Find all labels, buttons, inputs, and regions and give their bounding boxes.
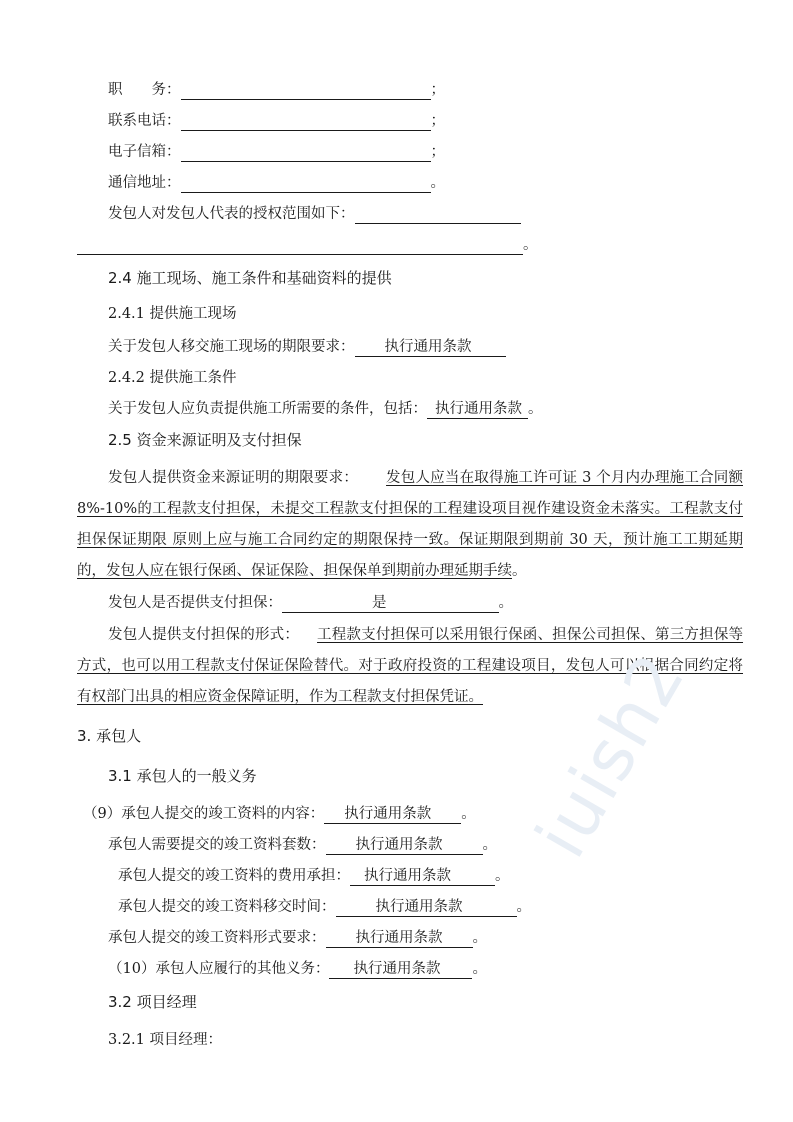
watermark: iuish2 [520,638,702,871]
item9-value[interactable]: 执行通用条款 [324,805,461,824]
time-row: 承包人提交的竣工资料移交时间： 执行通用条款 。 [118,899,531,915]
format-value[interactable]: 执行通用条款 [326,929,473,948]
auth-scope-blank-2[interactable] [77,236,523,255]
section-2-5-heading: 2.5 资金来源证明及支付担保 [108,431,302,449]
guarantee-form-value[interactable]: 工程款支付担保可以采用银行保函、担保公司担保、第三方担保等方式，也可以用工程款支付保证保险替代。对于政府投资的工程建设项目，发包人可以根据合同约定将有权部门出具的相应资金保障证明，作为工程款支付担保凭证。 [77,627,744,705]
email-row: 电子信箱： ； [108,144,445,160]
guarantee-form-paragraph: 发包人提供支付担保的形式： 工程款支付担保可以采用银行保函、担保公司担保、第三方担保等方式，也可以用工程款支付保证保险替代。对于政府投资的工程建设项目，发包人可以根据合同约定将有权部门出具的相应资金保障证明，作为工程款支付担保凭证。 [77,627,744,705]
section-2-4-1-heading: 2.4.1 提供施工现场 [108,306,237,322]
section-3-1-heading: 3.1 承包人的一般义务 [108,767,257,785]
item10-value[interactable]: 执行通用条款 [329,960,472,979]
site-deadline-row: 关于发包人移交施工现场的期限要求： 执行通用条款 [108,337,506,357]
phone-blank[interactable] [181,112,431,131]
item9-row: （9）承包人提交的竣工资料的内容： 执行通用条款 。 [83,806,476,822]
section-2-4-2-heading: 2.4.2 提供施工条件 [108,370,237,386]
phone-row: 联系电话： ； [108,113,445,129]
position-row: 职 务： ； [108,82,445,98]
site-deadline-value[interactable]: 执行通用条款 [355,338,506,357]
position-label: 职 务： [108,82,181,98]
item10-row: （10）承包人应履行的其他义务： 执行通用条款 。 [108,961,487,977]
section-3-heading: 3. 承包人 [77,727,142,745]
guarantee-value[interactable]: 是 [282,594,499,613]
fund-proof-paragraph: 发包人提供资金来源证明的期限要求： 发包人应当在取得施工许可证 3 个月内办理施工合同额 8%-10%的工程款支付担保，未提交工程款支付担保的工程建设项目视作建设资金未落实。工程款支付担保保证期限 原则上应与施工合同约定的期限保持一致。保证期限到期前 30 天，预计施工工期延期的，发包人应在银行保函、保证保险、担保保单到期前办理延期手续。 [77,470,743,579]
sets-value[interactable]: 执行通用条款 [326,836,483,855]
conditions-row: 关于发包人应负责提供施工所需要的条件，包括： 执行通用条款 。 [108,401,543,417]
auth-scope-label: 发包人对发包人代表的授权范围如下： [108,206,355,222]
format-row: 承包人提交的竣工资料形式要求： 执行通用条款 。 [108,930,487,946]
email-blank[interactable] [181,143,431,162]
address-blank[interactable] [181,174,431,193]
email-label: 电子信箱： [108,144,181,160]
cost-value[interactable]: 执行通用条款 [350,867,495,886]
auth-scope-row [108,204,521,224]
sets-row: 承包人需要提交的竣工资料套数： 执行通用条款 。 [108,837,497,853]
address-row: 通信地址： 。 [108,175,445,191]
fund-proof-value[interactable]: 发包人应当在取得施工许可证 3 个月内办理施工合同额 8%-10%的工程款支付担保，未提交工程款支付担保的工程建设项目视作建设资金未落实。工程款支付担保保证期限 原则上应与施工合同约定的期限保持一致。保证期限到期前 30 天，预计施工工期延期的，发包人应在银行保函、保证保险、担保保单到期前办理延期手续 [77,470,743,579]
conditions-value[interactable]: 执行通用条款 [427,400,528,419]
section-3-2-heading: 3.2 项目经理 [108,993,197,1011]
section-3-2-1-heading: 3.2.1 项目经理： [108,1032,223,1048]
auth-scope-blank[interactable] [355,205,521,224]
cost-row: 承包人提交的竣工资料的费用承担： 执行通用条款 。 [118,868,510,884]
guarantee-row: 发包人是否提供支付担保： 是 。 [108,595,513,611]
section-2-4-heading: 2.4 施工现场、施工条件和基础资料的提供 [108,269,392,287]
phone-label: 联系电话： [108,113,181,129]
address-label: 通信地址： [108,175,181,191]
position-blank[interactable] [181,81,431,100]
time-value[interactable]: 执行通用条款 [336,898,517,917]
auth-scope-row-2: 。 [77,235,538,255]
